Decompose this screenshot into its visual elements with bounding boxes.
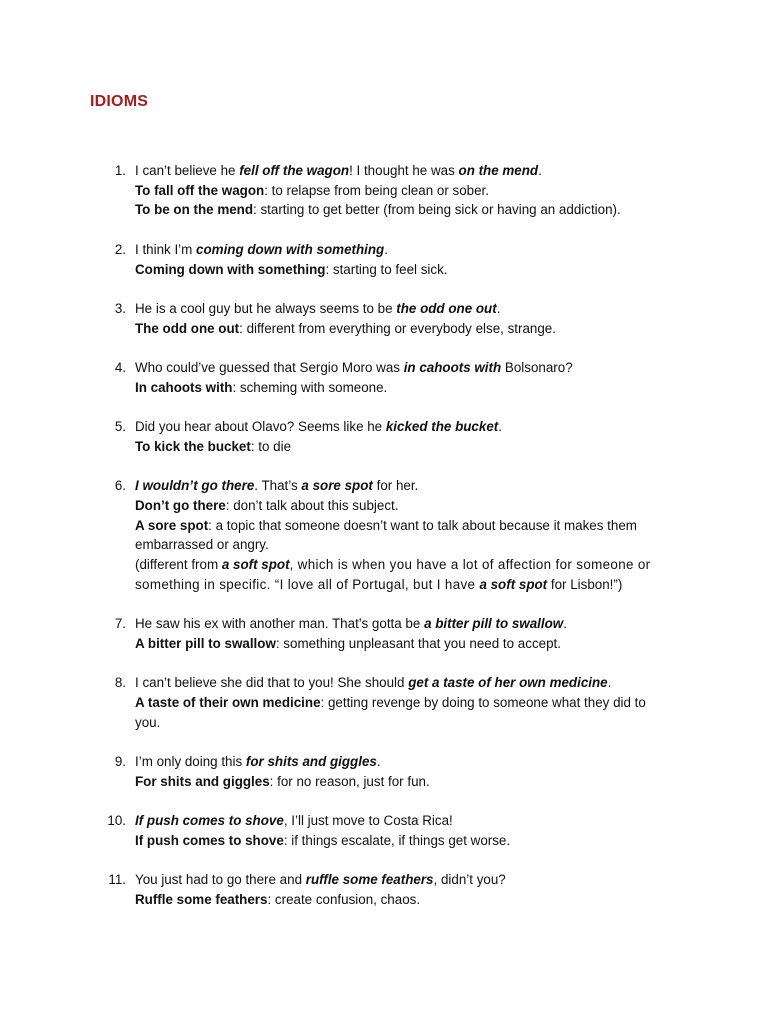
definition-line <box>135 437 658 457</box>
definition-line <box>135 831 658 851</box>
text-segment: . <box>538 163 542 178</box>
text-segment: you. <box>135 714 161 730</box>
example-sentence <box>135 476 658 496</box>
idiom-highlight: coming down with something <box>196 241 385 257</box>
text-segment: : starting to get better (from being sick or having an addiction). <box>253 202 621 218</box>
text-segment: embarrassed or angry. <box>135 537 269 553</box>
text-segment: , I’ll just move to Costa Rica! <box>283 813 453 829</box>
text-segment: He is a cool guy but he always seems to be <box>135 300 397 316</box>
item-number: 3. <box>114 300 126 316</box>
item-number: 9. <box>114 753 126 769</box>
example-sentence <box>135 614 658 634</box>
idiom-term: Don’t go there <box>135 497 226 513</box>
text-segment: . <box>376 753 381 769</box>
idiom-highlight: get a taste of her own medicine <box>408 675 608 691</box>
definition-line <box>135 634 658 654</box>
idiom-term: Ruffle some feathers <box>135 891 268 907</box>
item-number: 6. <box>114 478 126 494</box>
definition-line <box>135 772 658 792</box>
idiom-item <box>0 161 768 220</box>
idiom-highlight: kicked the bucket <box>385 419 499 435</box>
text-segment: I can’t believe she did that to you! She should <box>135 675 409 691</box>
item-number: 4. <box>114 359 126 375</box>
definition-line <box>135 181 658 201</box>
text-segment: He saw his ex with another man. That’s gotta be <box>135 616 425 632</box>
idiom-item <box>0 299 768 338</box>
idiom-term: Coming down with something <box>135 261 326 277</box>
idiom-highlight: in cahoots with <box>403 359 502 375</box>
text-segment: : don’t talk about this subject. <box>225 497 399 513</box>
definition-line <box>135 200 658 220</box>
text-segment: , which is when you have a lot of affection for someone or <box>289 556 651 572</box>
item-number: 5. <box>114 419 126 435</box>
text-segment: I’m only doing this <box>135 753 246 769</box>
text-segment: : create confusion, chaos. <box>267 891 421 907</box>
idiom-item <box>0 752 768 791</box>
idiom-term: A bitter pill to swallow <box>135 635 276 651</box>
idiom-item <box>0 417 768 456</box>
idiom-item <box>0 614 768 653</box>
example-sentence <box>135 811 658 831</box>
idiom-term: For shits and giggles <box>135 773 270 789</box>
item-number: 2. <box>114 241 126 257</box>
item-number: 7. <box>114 616 126 632</box>
example-sentence <box>135 299 658 319</box>
text-segment: . <box>384 241 388 257</box>
text-segment: something in specific. “I love all of Portugal, but I have <box>135 576 480 592</box>
example-sentence <box>135 161 658 181</box>
text-segment: You just had to go there and <box>135 872 306 888</box>
idiom-term: A taste of their own medicine <box>135 694 321 710</box>
text-segment: ! I thought he was <box>349 163 459 178</box>
idiom-highlight: ruffle some feathers <box>305 872 434 888</box>
idiom-term: To be on the mend <box>135 202 254 218</box>
idiom-item <box>0 358 768 397</box>
definition-line <box>135 890 658 910</box>
text-segment: . <box>496 300 501 316</box>
text-segment: : to die <box>250 438 292 454</box>
text-segment: : different from everything or everybody else, strange. <box>239 320 556 336</box>
definition-line <box>135 693 658 713</box>
text-segment: : scheming with someone. <box>232 379 388 395</box>
item-number: 10. <box>107 813 126 829</box>
idiom-term: To fall off the wagon <box>135 182 265 198</box>
definition-line <box>135 555 658 575</box>
example-sentence <box>135 673 658 693</box>
idiom-highlight: I wouldn’t go there <box>135 478 255 494</box>
item-number: 1. <box>114 163 126 178</box>
idiom-item <box>0 870 768 909</box>
example-sentence <box>135 417 658 437</box>
text-segment: : a topic that someone doesn’t want to talk about because it makes them <box>208 517 637 533</box>
definition-line <box>135 535 658 555</box>
idiom-term: A sore spot <box>135 517 209 533</box>
text-segment: : getting revenge by doing to someone what they did to <box>320 694 646 710</box>
idiom-term: In cahoots with <box>135 379 233 395</box>
idiom-highlight: fell off the wagon <box>239 163 350 178</box>
text-segment: : starting to feel sick. <box>325 261 448 277</box>
item-number: 8. <box>114 675 126 691</box>
text-segment: for her. <box>372 478 419 494</box>
idiom-term: If push comes to shove <box>135 832 284 848</box>
text-segment: . That’s <box>254 478 302 494</box>
text-segment: Did you hear about Olavo? Seems like he <box>135 419 386 435</box>
idiom-highlight: a sore spot <box>301 478 373 494</box>
text-segment: Bolsonaro? <box>501 359 573 375</box>
text-segment: . <box>498 419 502 435</box>
text-segment: : something unpleasant that you need to accept. <box>275 635 561 651</box>
text-segment: for Lisbon!”) <box>547 576 623 592</box>
example-sentence <box>135 240 658 260</box>
definition-line <box>135 575 658 595</box>
example-sentence <box>135 752 658 772</box>
example-sentence <box>135 870 658 890</box>
example-sentence <box>135 358 658 378</box>
idiom-item <box>0 673 768 732</box>
document-title: IDIOMS <box>90 93 149 110</box>
definition-line <box>135 496 658 516</box>
definition-line <box>135 378 658 398</box>
text-segment: . <box>563 616 567 632</box>
idiom-list <box>0 161 768 929</box>
text-segment: , didn’t you? <box>433 872 506 888</box>
idiom-highlight: on the mend <box>458 163 539 178</box>
idiom-highlight: a soft spot <box>479 576 548 592</box>
idiom-highlight: the odd one out <box>396 300 497 316</box>
text-segment: . <box>607 675 612 691</box>
text-segment: I think I’m <box>135 241 197 257</box>
idiom-highlight: a bitter pill to swallow <box>424 616 564 632</box>
definition-line <box>135 713 658 733</box>
definition-line <box>135 516 658 536</box>
text-segment: I can’t believe he <box>135 163 240 178</box>
definition-line <box>135 260 658 280</box>
idiom-highlight: for shits and giggles <box>245 753 377 769</box>
definition-line <box>135 319 658 339</box>
idiom-item <box>0 811 768 850</box>
idiom-item <box>0 476 768 594</box>
idiom-highlight: If push comes to shove <box>135 813 284 829</box>
text-segment: (different from <box>135 556 222 572</box>
idiom-term: To kick the bucket <box>135 438 251 454</box>
text-segment: : for no reason, just for fun. <box>269 773 430 789</box>
text-segment: Who could’ve guessed that Sergio Moro was <box>135 359 404 375</box>
text-segment: : if things escalate, if things get worse. <box>283 832 511 848</box>
text-segment: : to relapse from being clean or sober. <box>264 182 489 198</box>
idiom-item <box>0 240 768 279</box>
idiom-highlight: a soft spot <box>221 556 290 572</box>
item-number: 11. <box>108 872 126 888</box>
idiom-term: The odd one out <box>135 320 240 336</box>
